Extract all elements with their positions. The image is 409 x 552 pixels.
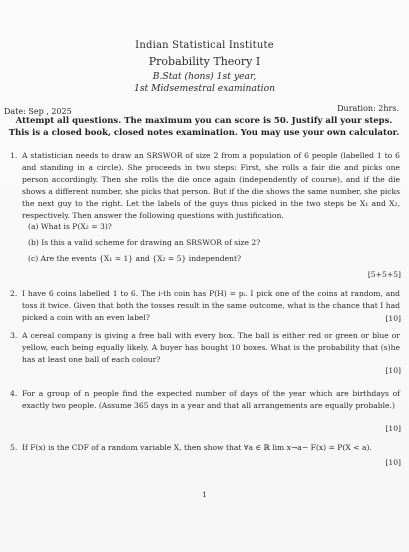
question-1-part-c: (c) Are the events {X₁ = 1} and {X₂ = 5} independent? xyxy=(28,254,242,263)
question-number: 3. xyxy=(10,331,18,340)
question-number: 1. xyxy=(10,151,18,160)
page-number: 1 xyxy=(202,490,207,499)
question-3-marks: [10] xyxy=(385,366,401,375)
question-3 xyxy=(10,330,400,366)
question-1-part-a: (a) What is P(X₂ = 3)? xyxy=(28,222,112,231)
question-4 xyxy=(10,388,400,412)
question-5 xyxy=(10,442,400,454)
question-number: 4. xyxy=(10,389,18,398)
question-4-marks: [10] xyxy=(385,424,401,433)
question-2 xyxy=(10,288,400,324)
course-title: Probability Theory I xyxy=(148,55,261,68)
question-text: A statistician needs to draw an SRSWOR of size 2 from a population of 6 people (labelled 1 to 6 and standing in a circle). She proceeds in two steps: First, she rolls a fair die and picks one person accordingly. Then she rolls the die once again (independently of course), and if the die shows a different number, she picks that person. But if the die shows the same number, she picks the next guy to the right. Let the labels of the guys thus picked in the two steps be X₁ and X₂, respectively. Then answer the following questions with justification. xyxy=(22,151,400,220)
question-1 xyxy=(10,150,400,222)
question-5-marks: [10] xyxy=(385,458,401,467)
exam-date: Date: Sep , 2025 xyxy=(4,107,72,116)
program-line: B.Stat (hons) 1st year, xyxy=(152,71,257,82)
instructions-line-1: Attempt all questions. The maximum you can score is 50. Justify all your steps. xyxy=(15,116,393,126)
question-1-marks: [5+5+5] xyxy=(367,270,401,279)
question-2-marks: [10] xyxy=(385,314,401,323)
question-text: For a group of n people find the expected number of days of the year which are birthdays of exactly two people. (Assume 365 days in a year and that all arrangements are equally probable.) xyxy=(22,389,400,410)
question-1-part-b: (b) Is this a valid scheme for drawing an SRSWOR of size 2? xyxy=(28,238,261,247)
exam-duration: Duration: 2hrs. xyxy=(337,104,399,113)
question-text: A cereal company is giving a free ball with every box. The ball is either red or green or blue or yellow, each being equally likely. A buyer has bought 10 boxes. What is the probability that (s)he has at least one ball of each colour? xyxy=(22,331,400,364)
institute-name: Indian Statistical Institute xyxy=(135,40,274,51)
exam-line: 1st Midsemestral examination xyxy=(133,83,276,94)
question-number: 2. xyxy=(10,289,18,298)
question-text: If F(x) is the CDF of a random variable X, then show that ∀a ∈ ℝ lim x→a− F(x) = P(X < a). xyxy=(22,443,372,452)
question-number: 5. xyxy=(10,443,18,452)
question-text: I have 6 coins labelled 1 to 6. The i-th coin has P(H) = pᵢ. I pick one of the coins at random, and toss it twice. Given that both the tosses result in the same outcome, what is the chance that I had picked a coin with an even label? xyxy=(22,289,400,322)
instructions-line-2: This is a closed book, closed notes examination. You may use your own calculator. xyxy=(8,128,400,138)
